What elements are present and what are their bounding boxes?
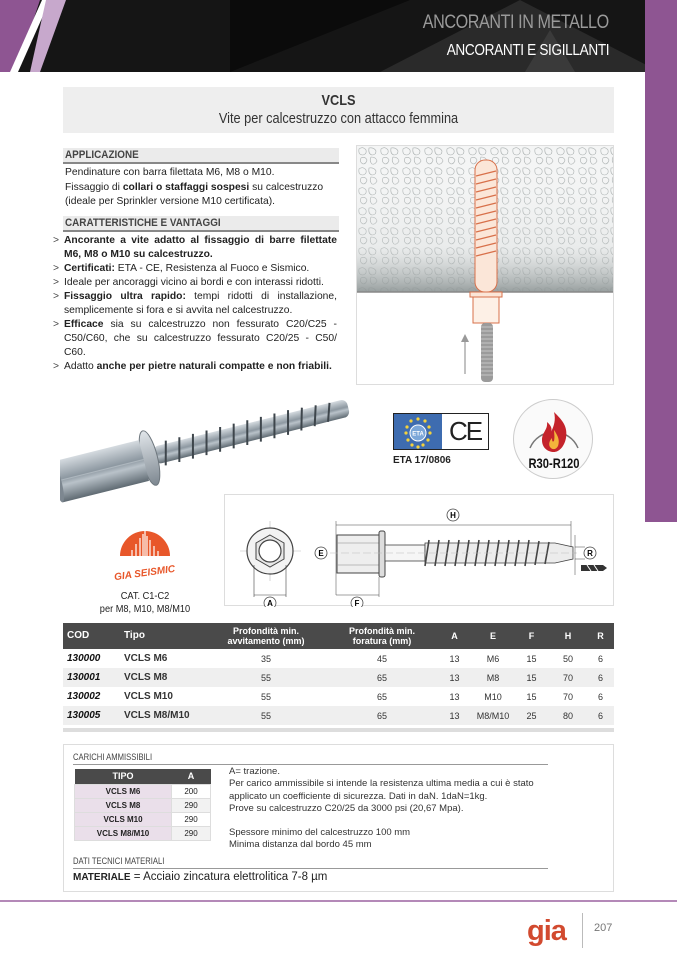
col-tipo: Tipo: [120, 623, 205, 649]
page-number: 207: [594, 922, 613, 934]
cell-h: 70: [549, 668, 587, 687]
seismic-cat-label: CAT. C1-C2: [120, 590, 170, 602]
col-cod: COD: [63, 623, 120, 649]
loads-tipo: VCLS M8: [75, 798, 172, 812]
eta-eu-flag-icon: [394, 414, 442, 449]
header-line: avvitamento (mm): [227, 636, 305, 646]
seismic-applies-to: per M8, M10, M8/M10: [99, 603, 191, 615]
loads-row: [75, 784, 211, 798]
product-title-box: [63, 87, 614, 133]
note-line: A= trazione.: [229, 766, 280, 777]
cell-cod: 130002: [67, 691, 101, 702]
cell-e: M6: [486, 653, 500, 664]
cell-cod: 130005: [63, 706, 120, 725]
product-description: Vite per calcestruzzo con attacco femmina: [218, 110, 459, 127]
page-header: [0, 0, 645, 72]
col-h: H: [549, 623, 587, 649]
cell-e: M10: [484, 691, 502, 702]
feature-item: [53, 234, 337, 262]
table-row: [63, 649, 614, 668]
feature-item: [53, 276, 337, 290]
ce-mark-icon: CE: [442, 414, 488, 449]
header-decoration: [380, 0, 645, 72]
spacer: [229, 815, 559, 827]
feature-bold: anche per pietre naturali compatte e non friabili.: [96, 361, 332, 372]
cell-tipo: VCLS M10: [124, 691, 173, 702]
table-row: [63, 668, 614, 687]
loads-row: [75, 812, 211, 826]
cell-cod: 130000: [67, 653, 101, 664]
label-e: E: [318, 549, 324, 558]
cell-h: 80: [549, 706, 587, 725]
feature-text: ETA - CE, Resistenza al Fuoco e Sismico.: [114, 263, 310, 274]
gia-logo: gia: [527, 915, 566, 947]
note-line: applicato un coefficiente di sicurezza. Dati in daN. 1daN=1kg.: [229, 790, 488, 802]
cell-foratura: 65: [327, 668, 437, 687]
note-line: Minima distanza dal bordo 45 mm: [229, 839, 372, 851]
materiale-line: [73, 871, 327, 883]
cell-f: 15: [526, 691, 537, 702]
feature-bold: Fissaggio ultra rapido:: [64, 291, 186, 302]
header-line: foratura (mm): [352, 636, 412, 646]
cell-a: 13: [437, 668, 472, 687]
technical-drawing: [224, 494, 614, 606]
feature-item: [53, 290, 337, 318]
app-line: (ideale per Sprinkler versione M10 certificata).: [65, 196, 276, 207]
dimension-drawing: [225, 495, 615, 607]
cell-avvitamento: 55: [205, 668, 327, 687]
cell-r: 6: [587, 706, 614, 725]
footer-separator: [582, 913, 583, 948]
cell-avvitamento: 55: [205, 706, 327, 725]
gia-seismic-logo: [110, 520, 180, 585]
cell-tipo: VCLS M6: [124, 653, 168, 664]
side-tab: [645, 0, 677, 522]
applicazione-text: [65, 166, 345, 210]
seismic-icon: [110, 520, 180, 585]
table-bottom-bar: [63, 728, 614, 732]
loads-value: 200: [172, 784, 211, 798]
fire-icon: [514, 400, 594, 460]
cell-avvitamento: 55: [260, 691, 271, 702]
carichi-title: CARICHI AMMISSIBILI: [73, 752, 153, 762]
feature-text: sia su calcestruzzo non fessurato C20/C25 - C50/C60, che su calcestruzzo fessurato C20/25 - C50/ C60.: [64, 319, 337, 358]
features-list: [53, 234, 337, 374]
section-applicazione: [63, 148, 339, 164]
category-title: ANCORANTI IN METALLO: [423, 12, 609, 33]
cell-r: 6: [597, 653, 603, 664]
subcategory-title: ANCORANTI E SIGILLANTI: [446, 42, 609, 59]
header-line: Profondità min.: [233, 626, 299, 636]
concrete-illustration: [357, 146, 614, 385]
loads-table: [74, 769, 211, 841]
materiali-heading: [73, 855, 548, 869]
table-row: [63, 687, 614, 706]
cell-foratura: 65: [376, 691, 387, 702]
eta-number: ETA 17/0806: [393, 455, 451, 466]
feature-item: [53, 360, 337, 374]
label-f: F: [354, 599, 360, 607]
loads-value: 290: [172, 826, 211, 840]
loads-panel: [63, 744, 614, 892]
section-title: APPLICAZIONE: [65, 149, 139, 161]
loads-tipo: VCLS M6: [75, 784, 172, 798]
loads-notes: [229, 766, 559, 852]
table-row: [63, 706, 614, 725]
carichi-heading: [73, 750, 548, 765]
cell-cod: 130001: [63, 668, 120, 687]
threaded-rod: [481, 323, 493, 382]
cell-tipo: VCLS M8: [120, 668, 205, 687]
feature-item: [53, 262, 337, 276]
loads-tipo: VCLS M10: [75, 812, 172, 826]
col-a: A: [437, 623, 472, 649]
fire-resistance-badge: [513, 399, 593, 479]
product-code: VCLS: [321, 92, 356, 109]
cell-r: 6: [597, 691, 603, 702]
app-text-span: su calcestruzzo: [249, 181, 324, 193]
materiale-value: Acciaio zincatura elettrolitica 7-8 µm: [143, 871, 328, 883]
feature-text: Adatto: [64, 361, 97, 372]
label-h: H: [450, 511, 456, 520]
label-r: R: [587, 549, 593, 558]
feature-bold: Efficace: [64, 319, 104, 330]
feature-item: [53, 318, 337, 360]
cell-e: M8/M10: [472, 706, 514, 725]
cell-f: 15: [526, 653, 537, 664]
cell-a: 13: [449, 691, 460, 702]
loads-col-tipo: TIPO: [75, 769, 172, 784]
label-a: A: [267, 599, 273, 607]
feature-bold: Ancorante a vite adatto al fissaggio di barre filettate M6, M8 o M10 su calcestruzzo.: [64, 235, 337, 260]
section-caratteristiche: [63, 216, 339, 232]
loads-col-a: A: [172, 769, 211, 784]
materiale-label: MATERIALE: [73, 872, 131, 883]
note-line: Per carico ammissibile si intende la resistenza ultima media a cui è stato: [229, 778, 534, 790]
materiali-title: DATI TECNICI MATERIALI: [73, 856, 165, 866]
loads-row: [75, 798, 211, 812]
col-e: E: [472, 623, 514, 649]
cell-foratura: 45: [376, 653, 387, 664]
col-profondita-foratura: [327, 623, 437, 649]
feature-text: tempi ridotti di installazione, semplicemente si fora e si avvita nel calcestruzzo.: [64, 291, 337, 316]
loads-tipo: VCLS M8/M10: [75, 826, 172, 840]
cell-a: 13: [449, 653, 460, 664]
header-line: Profondità min.: [349, 626, 415, 636]
loads-row: [75, 826, 211, 840]
app-line: Pendinature con barra filettata M6, M8 o M10.: [65, 167, 275, 178]
note-line: Spessore minimo del calcestruzzo 100 mm: [229, 827, 411, 839]
installation-diagram: [356, 145, 614, 385]
feature-text: Ideale per ancoraggi vicino ai bordi e con interassi ridotti.: [64, 277, 324, 288]
app-text-bold: collari o staffaggi sospesi: [122, 181, 250, 193]
section-title: CARATTERISTICHE E VANTAGGI: [65, 217, 221, 229]
product-table: [63, 623, 614, 725]
cell-f: 25: [514, 706, 549, 725]
table-header-row: [63, 623, 614, 649]
cell-h: 50: [562, 653, 573, 664]
cell-tipo: VCLS M8/M10: [120, 706, 205, 725]
cell-f: 15: [514, 668, 549, 687]
materiale-separator: =: [130, 871, 144, 883]
col-profondita-avvitamento: [205, 623, 327, 649]
note-line: Prove su calcestruzzo C20/25 da 3000 psi (20,67 Mpa).: [229, 802, 464, 814]
col-r: R: [587, 623, 614, 649]
loads-value: 290: [172, 812, 211, 826]
feature-bold: Certificati:: [64, 263, 115, 274]
seismic-category: [60, 590, 230, 616]
app-line: [65, 181, 345, 196]
app-text-span: Fissaggio di: [65, 181, 123, 193]
footer-divider: [0, 900, 677, 902]
cell-r: 6: [587, 668, 614, 687]
cell-h: 70: [562, 691, 573, 702]
fire-rating: R30-R120: [528, 455, 580, 471]
cell-foratura: 65: [327, 706, 437, 725]
front-view: [240, 521, 301, 607]
side-view: [315, 509, 607, 607]
eta-logo-text: ETA: [412, 431, 424, 438]
loads-header-row: [75, 769, 211, 784]
eta-ce-logo: [393, 413, 489, 450]
anchor-hex-head: [473, 297, 499, 323]
col-f: F: [514, 623, 549, 649]
seismic-logo-text: GIA SEISMIC: [113, 563, 176, 584]
cell-avvitamento: 35: [260, 653, 271, 664]
cell-e: M8: [472, 668, 514, 687]
cell-a: 13: [437, 706, 472, 725]
loads-value: 290: [172, 798, 211, 812]
